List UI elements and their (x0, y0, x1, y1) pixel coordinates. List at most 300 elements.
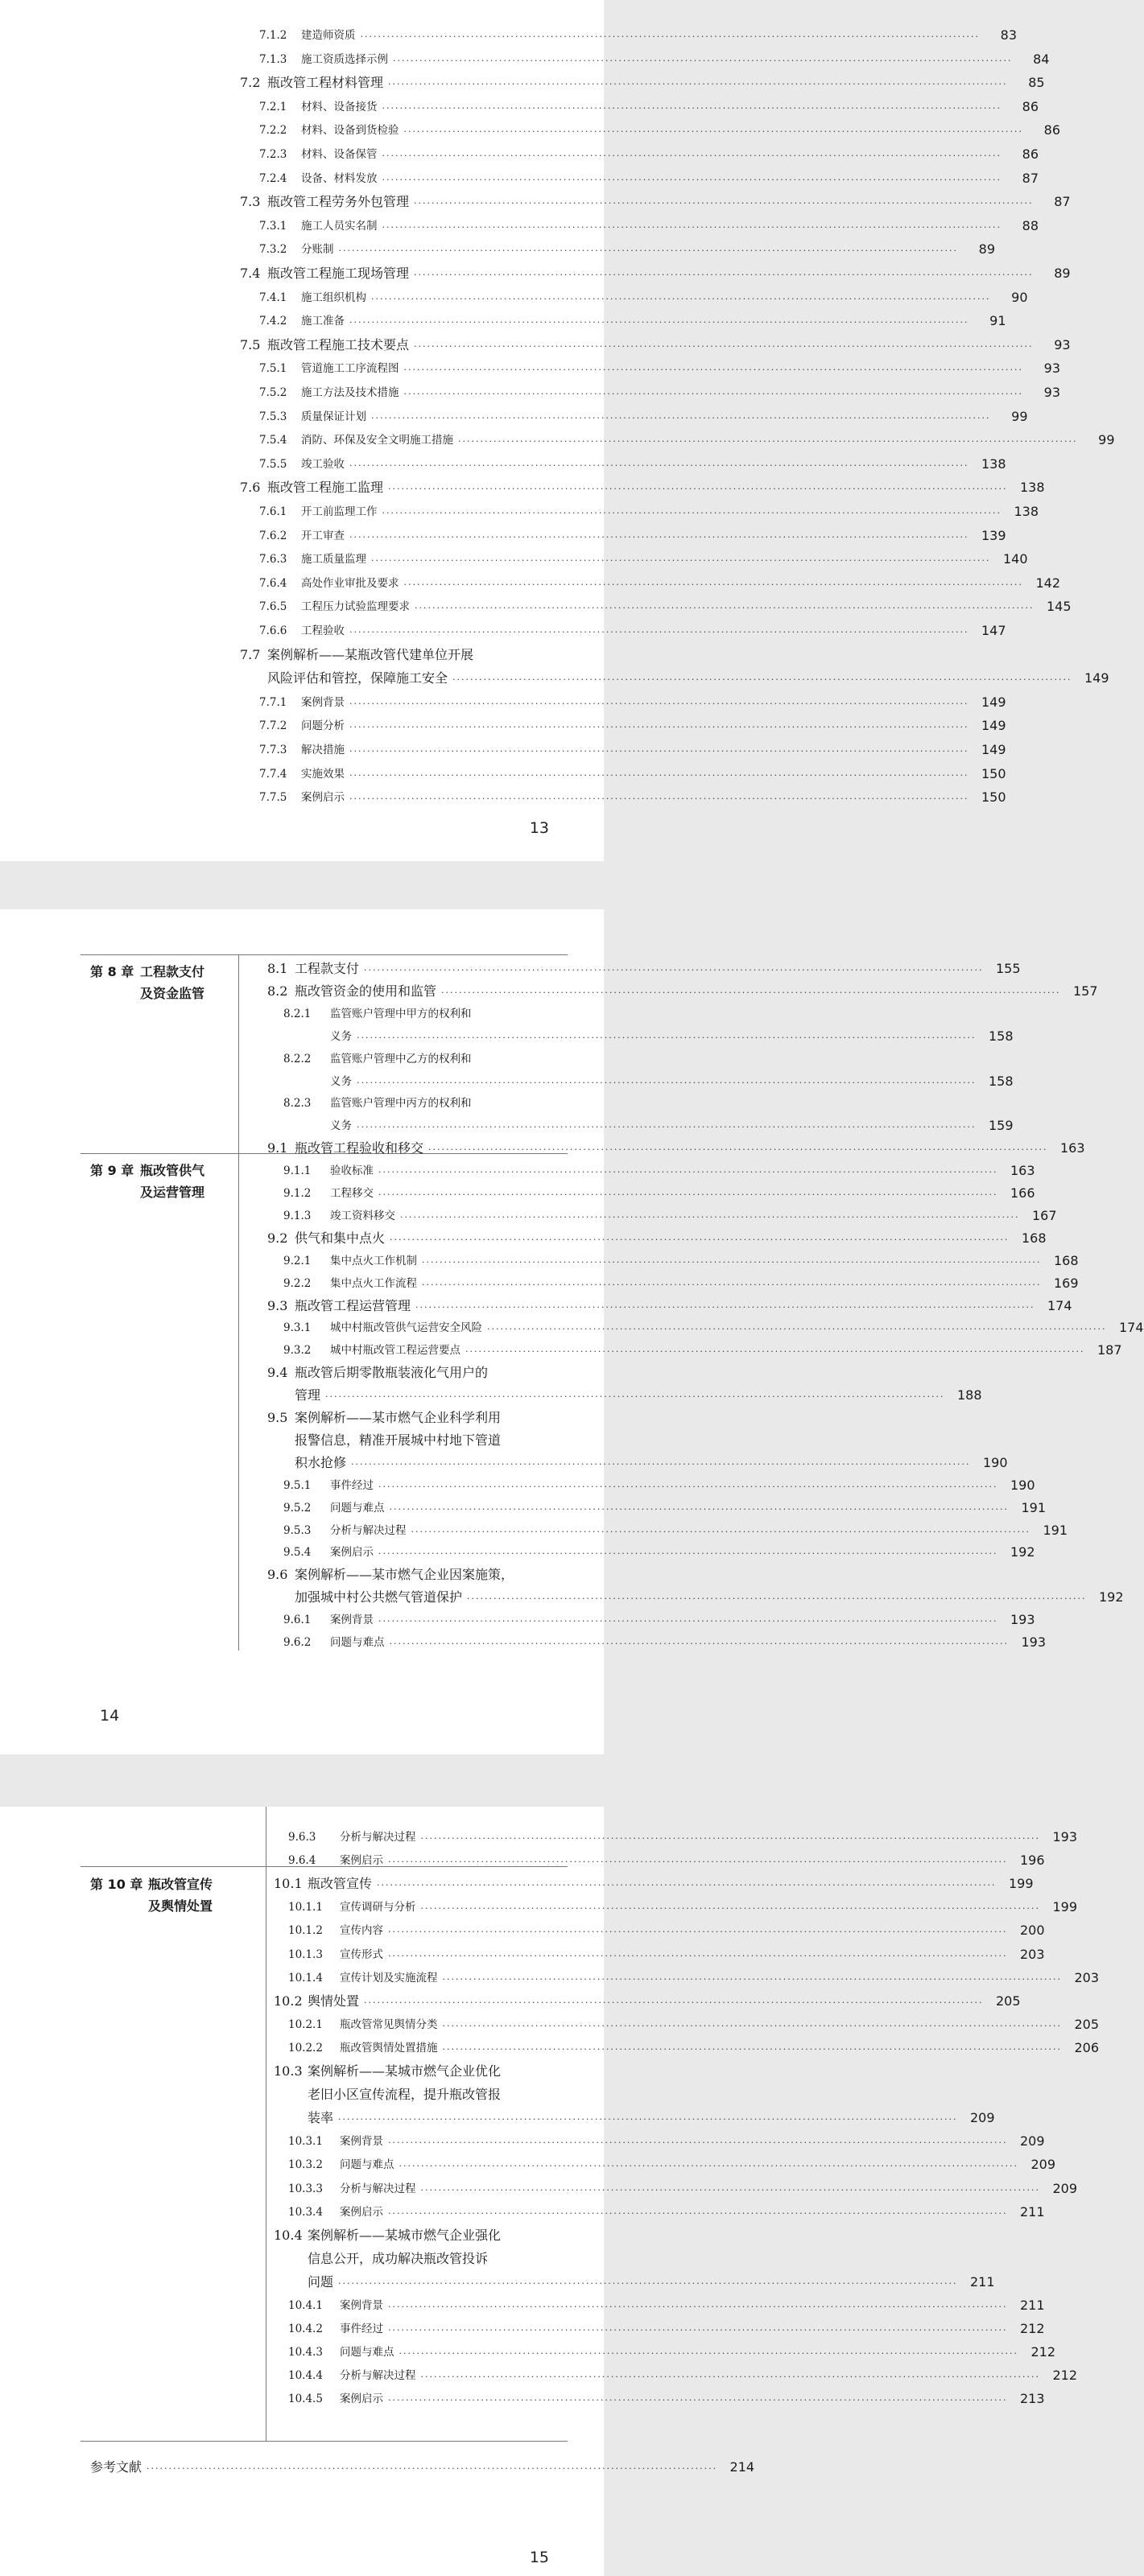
toc-entry-number: 10.1 (274, 1876, 303, 1892)
toc-entry-page: 87 (1022, 170, 1039, 186)
toc-entry-number: 7.4 (240, 266, 261, 281)
dot-leader: ············································································································································ (349, 317, 969, 328)
toc-entry-title: 瓶改管工程施工技术要点 (267, 336, 410, 352)
toc-entry-7-3[interactable] (240, 189, 1071, 210)
toc-entry-page: 168 (1053, 1252, 1079, 1268)
toc-entry-number: 10.3.2 (288, 2158, 323, 2172)
toc-entry-title: 建造师资质 (301, 29, 356, 42)
toc-entry-number: 10.4.2 (288, 2323, 323, 2336)
dot-leader: ············································································································································ (415, 603, 1035, 614)
toc-entry-8-2-2[interactable] (283, 1046, 570, 1067)
toc-entry-title: 工程款支付 (295, 961, 360, 976)
toc-entry-number: 10.3.1 (288, 2135, 323, 2149)
toc-entry-page: 191 (1021, 1499, 1047, 1515)
toc-entry-7-3-1[interactable] (259, 213, 1039, 234)
toc-entry-page: 187 (1097, 1342, 1122, 1358)
dot-leader: ············································································································································ (378, 1167, 998, 1178)
toc-entry-number: 10.2.1 (288, 2018, 323, 2031)
toc-entry-number: 10.4.3 (288, 2346, 323, 2360)
toc-entry-title: 问题与难点 (340, 2158, 394, 2172)
toc-entry-page: 203 (1019, 1946, 1045, 1962)
dot-leader: ············································································································································ (422, 1256, 1042, 1267)
dot-leader: ············································································································································ (349, 722, 969, 733)
toc-entry-number: 7.2.1 (259, 100, 287, 113)
toc-entry-number: 10.1.2 (288, 1924, 323, 1938)
toc-entry-number: 9.1 (267, 1140, 288, 1156)
page-14 (0, 909, 1144, 1754)
dot-leader: ············································································································································ (414, 270, 1034, 280)
toc-entry-number: 7.2.4 (259, 171, 287, 185)
toc-entry-page: 83 (1000, 27, 1018, 43)
toc-entry-number: 7.7.5 (259, 791, 287, 805)
toc-entry-title: 信息公开，成功解决瓶改管投诉 (308, 2250, 489, 2266)
toc-entry-page: 211 (1019, 2298, 1045, 2313)
toc-entry-10-2-1[interactable] (288, 2012, 1100, 2033)
toc-entry-page: 157 (1073, 983, 1098, 999)
toc-entry-continuation[interactable] (330, 1113, 1014, 1134)
dot-leader: ············································································································································ (338, 245, 959, 257)
toc-entry-10-2[interactable] (274, 1989, 1021, 2009)
toc-entry-10-1[interactable] (274, 1871, 1034, 1892)
toc-entry-page: 190 (983, 1454, 1008, 1470)
toc-entry-number: 7.3 (240, 194, 261, 210)
divider (81, 954, 568, 955)
toc-entry-9-5-2[interactable] (283, 1495, 1047, 1516)
references-entry[interactable]: 参考文献 ································································································································· 214 (90, 2459, 755, 2475)
toc-entry-number: 7.6.2 (259, 529, 287, 542)
toc-entry-title: 报警信息，精准开展城中村地下管道 (295, 1432, 502, 1448)
toc-entry-7-2-3[interactable] (259, 142, 1039, 163)
toc-entry-page: 174 (1118, 1320, 1144, 1336)
dot-leader: ············································································································································ (351, 1458, 971, 1469)
toc-entry-title: 质量保证计划 (301, 410, 366, 423)
toc-entry-number: 7.5.2 (259, 386, 287, 399)
toc-entry-9-5-3[interactable] (283, 1518, 1068, 1539)
toc-entry-page: 163 (1010, 1163, 1035, 1179)
dot-leader: ············································································································································ (349, 698, 969, 709)
toc-entry-8-2-1[interactable] (283, 1001, 570, 1022)
dot-leader: ············································································································································ (467, 1593, 1087, 1605)
toc-entry-9-5[interactable] (267, 1405, 570, 1426)
toc-entry-10-3-1[interactable] (288, 2129, 1045, 2149)
toc-entry-title: 装率 (308, 2110, 334, 2126)
toc-entry-number: 9.5.4 (283, 1546, 312, 1560)
toc-entry-9-3-1[interactable] (283, 1315, 1144, 1336)
toc-entry-continuation[interactable] (308, 2082, 570, 2103)
toc-entry-title: 宣传内容 (340, 1924, 383, 1938)
toc-entry-number: 7.6.4 (259, 576, 287, 590)
toc-entry-title: 城中村瓶改管工程运营要点 (330, 1344, 460, 1358)
toc-entry-number: 7.5 (240, 336, 261, 352)
toc-entry-page: 85 (1028, 75, 1045, 91)
toc-entry-9-1-1[interactable] (283, 1158, 1035, 1179)
toc-entry-7-5-4[interactable] (259, 427, 1115, 448)
dot-leader: ································································································································· (147, 2463, 718, 2474)
dot-leader: ············································································································································ (349, 460, 969, 471)
toc-entry-title: 消防、环保及安全文明施工措施 (301, 434, 453, 447)
toc-entry-page: 139 (981, 527, 1006, 543)
toc-entry-9-6[interactable] (267, 1562, 570, 1583)
toc-entry-page: 149 (981, 718, 1006, 734)
toc-entry-9-5-4[interactable] (283, 1539, 1035, 1560)
toc-entry-page: 149 (1084, 670, 1109, 686)
toc-entry-9-6-1[interactable] (283, 1607, 1035, 1628)
toc-entry-7-4-2[interactable] (259, 308, 1006, 329)
toc-entry-continuation[interactable] (308, 2246, 570, 2267)
toc-entry-title: 瓶改管工程施工现场管理 (267, 266, 410, 281)
toc-entry-page: 209 (1052, 2180, 1078, 2196)
toc-entry-10-1-4[interactable] (288, 1965, 1100, 1986)
toc-entry-title: 义务 (330, 1074, 352, 1088)
toc-entry-title: 瓶改管工程施工监理 (267, 480, 384, 496)
toc-entry-title: 实施效果 (301, 767, 345, 781)
toc-entry-page: 86 (1022, 146, 1039, 162)
toc-entry-10-4-2[interactable] (288, 2316, 1045, 2337)
toc-entry-number: 10.2 (274, 1993, 303, 2009)
toc-entry-page: 159 (988, 1118, 1014, 1134)
toc-entry-title: 验收标准 (330, 1164, 374, 1178)
toc-entry-7-6[interactable] (240, 475, 1045, 496)
toc-entry-number: 9.6.1 (283, 1614, 312, 1627)
dot-leader: ············································································································································ (399, 2161, 1019, 2172)
toc-entry-number: 7.4.2 (259, 315, 287, 328)
toc-entry-title: 工程验收 (301, 624, 345, 637)
toc-entry-title: 宣传计划及实施流程 (340, 1971, 438, 1985)
toc-entry-7-7-1[interactable] (259, 690, 1006, 711)
toc-entry-10-2-2[interactable] (288, 2035, 1100, 2056)
toc-entry-7-3-2[interactable] (259, 237, 996, 258)
toc-entry-title: 案例启示 (330, 1546, 374, 1560)
dot-leader: ············································································································································ (388, 2137, 1008, 2149)
toc-entry-title: 案例启示 (340, 2205, 383, 2219)
toc-entry-7-4-1[interactable] (259, 285, 1028, 306)
toc-entry-7-7-5[interactable] (259, 785, 1006, 806)
dot-leader: ············································································································································ (415, 1301, 1035, 1313)
toc-entry-page: 209 (1019, 2133, 1045, 2149)
toc-entry-title: 材料、设备到货检验 (301, 124, 399, 138)
toc-entry-9-1-3[interactable] (283, 1203, 1057, 1224)
toc-entry-10-4-1[interactable] (288, 2293, 1045, 2314)
toc-entry-page: 212 (1019, 2321, 1045, 2337)
dot-leader: ············································································································································ (349, 746, 969, 756)
toc-entry-7-2-2[interactable] (259, 117, 1061, 138)
toc-entry-page: 99 (1011, 408, 1028, 424)
page-number: 15 (529, 2549, 549, 2566)
toc-entry-number: 7.2.3 (259, 148, 287, 161)
toc-entry-10-4-3[interactable] (288, 2339, 1056, 2360)
toc-entry-page: 193 (1010, 1612, 1035, 1628)
toc-entry-page: 99 (1098, 432, 1115, 448)
toc-entry-continuation[interactable] (295, 1383, 982, 1403)
dot-leader: ············································································································································ (349, 769, 969, 781)
toc-entry-title: 供气和集中点火 (295, 1230, 386, 1246)
toc-entry-9-3[interactable] (267, 1293, 1072, 1314)
toc-entry-continuation[interactable] (308, 2269, 995, 2290)
dot-leader: ············································································································································ (388, 2325, 1008, 2336)
page-13 (0, 0, 1115, 861)
toc-entry-number: 7.6.5 (259, 600, 287, 614)
toc-entry-9-6-2[interactable] (283, 1630, 1047, 1651)
toc-entry-continuation[interactable] (295, 1450, 1008, 1471)
toc-entry-title: 案例启示 (340, 2393, 383, 2406)
toc-entry-title: 事件经过 (340, 2323, 383, 2336)
toc-entry-number: 7.7.2 (259, 719, 287, 733)
toc-entry-page: 140 (1002, 551, 1028, 567)
toc-entry-title: 案例解析——某市燃气企业科学利用 (295, 1410, 502, 1425)
toc-entry-9-2[interactable] (267, 1226, 1047, 1247)
toc-entry-page: 174 (1047, 1297, 1072, 1313)
toc-entry-title: 老旧小区宣传流程，提升瓶改管报 (308, 2087, 502, 2103)
page-number: 14 (100, 1707, 120, 1725)
toc-entry-9-5-1[interactable] (283, 1473, 1035, 1494)
divider (81, 2441, 568, 2442)
dot-leader: ············································································································································ (349, 793, 969, 805)
chapter-9-heading: 第 9 章 瓶改管供气 及运营管理 (90, 1163, 205, 1200)
toc-entry-page: 155 (996, 961, 1021, 976)
dot-leader: ············································································································································ (371, 412, 991, 423)
toc-entry-10-3[interactable] (274, 2059, 570, 2079)
dot-leader: ············································································································································ (378, 1189, 998, 1200)
toc-entry-continuation[interactable] (295, 1428, 570, 1449)
toc-entry-page: 138 (981, 455, 1006, 472)
toc-entry-7-6-1[interactable] (259, 499, 1039, 520)
toc-entry-title: 开工前监理工作 (301, 505, 378, 518)
toc-entry-7-6-5[interactable] (259, 594, 1072, 615)
toc-entry-page: 192 (1099, 1589, 1124, 1605)
toc-entry-page: 199 (1009, 1876, 1034, 1892)
dot-leader: ············································································································································ (382, 508, 1002, 518)
toc-entry-page: 138 (1020, 480, 1045, 496)
dot-leader: ············································································································································ (357, 1122, 977, 1133)
toc-entry-8-1[interactable] (267, 956, 1021, 977)
toc-entry-title: 案例解析——某城市燃气企业强化 (308, 2227, 502, 2243)
toc-entry-9-2-2[interactable] (283, 1271, 1079, 1292)
toc-entry-page: 84 (1033, 51, 1050, 67)
toc-entry-title: 瓶改管资金的使用和监管 (295, 983, 437, 999)
dot-leader: ············································································································································ (403, 365, 1024, 376)
toc-entry-7-5-3[interactable] (259, 404, 1028, 425)
toc-entry-number: 9.3.2 (283, 1344, 312, 1358)
dot-leader: ············································································································································ (389, 1503, 1010, 1515)
toc-entry-7-2-4[interactable] (259, 166, 1039, 187)
toc-entry-number: 9.3 (267, 1297, 288, 1313)
toc-entry-title: 瓶改管舆情处置措施 (340, 2041, 438, 2055)
toc-entry-page: 158 (988, 1073, 1014, 1089)
toc-entry-7-5[interactable] (240, 332, 1071, 353)
toc-entry-page: 167 (1031, 1207, 1057, 1223)
toc-entry-title: 设备、材料发放 (301, 171, 378, 185)
toc-entry-title: 解决措施 (301, 744, 345, 756)
toc-entry-number: 10.4.4 (288, 2369, 323, 2383)
toc-entry-title: 开工审查 (301, 529, 345, 542)
toc-entry-title: 施工组织机构 (301, 291, 366, 304)
toc-entry-title: 案例背景 (301, 695, 345, 709)
toc-entry-7-6-2[interactable] (259, 523, 1006, 544)
toc-entry-9-2-1[interactable] (283, 1248, 1079, 1269)
dot-leader: ············································································································································ (378, 1548, 998, 1560)
toc-entry-title: 问题与难点 (330, 1636, 385, 1649)
toc-entry-number: 9.1.1 (283, 1164, 312, 1178)
toc-entry-9-1[interactable] (267, 1136, 1085, 1156)
toc-entry-page: 169 (1053, 1275, 1079, 1291)
toc-entry-continuation[interactable] (295, 1585, 1124, 1605)
toc-entry-9-3-2[interactable] (283, 1337, 1122, 1358)
toc-entry-title: 集中点火工作流程 (330, 1276, 417, 1290)
toc-entry-number: 8.2.1 (283, 1007, 312, 1020)
toc-entry-page: 89 (978, 241, 996, 258)
toc-entry-9-4[interactable] (267, 1360, 570, 1381)
toc-entry-10-4-4[interactable] (288, 2363, 1078, 2384)
toc-entry-8-2-3[interactable] (283, 1090, 570, 1111)
toc-entry-title: 瓶改管工程运营管理 (295, 1297, 411, 1313)
dot-leader: ············································································································································ (411, 1526, 1031, 1537)
toc-entry-title: 城中村瓶改管供气运营安全风险 (330, 1321, 482, 1335)
toc-entry-title: 监管账户管理中乙方的权利和 (330, 1052, 472, 1065)
toc-entry-page: 205 (1074, 2016, 1100, 2032)
toc-entry-title: 施工准备 (301, 315, 345, 328)
toc-entry-page: 209 (1030, 2157, 1056, 2173)
toc-entry-title: 案例背景 (340, 2135, 383, 2149)
toc-entry-number: 10.4.5 (288, 2393, 323, 2406)
toc-entry-7-5-2[interactable] (259, 380, 1061, 401)
toc-entry-7-6-4[interactable] (259, 571, 1061, 591)
column-divider (238, 954, 239, 1651)
dot-leader: ············································································································································ (325, 1391, 945, 1403)
toc-entry-7-1-2[interactable] (259, 23, 1018, 43)
toc-entry-7-5-5[interactable] (259, 451, 1006, 472)
dot-leader: ············································································································································ (403, 126, 1024, 138)
dot-leader: ············································································································································ (414, 340, 1034, 352)
toc-entry-number: 10.3.4 (288, 2205, 323, 2219)
toc-entry-title: 材料、设备接货 (301, 100, 378, 113)
toc-entry-title: 瓶改管后期零散瓶装液化气用户的 (295, 1365, 489, 1381)
toc-entry-number: 9.6.2 (283, 1636, 312, 1649)
toc-entry-7-5-1[interactable] (259, 356, 1061, 377)
toc-entry-number: 7.7.3 (259, 744, 287, 756)
toc-entry-number: 7.5.5 (259, 457, 287, 471)
toc-entry-title: 材料、设备保管 (301, 148, 378, 161)
dot-leader: ············································································································································ (465, 1346, 1085, 1358)
toc-entry-10-1-3[interactable] (288, 1942, 1045, 1963)
toc-entry-number: 9.5 (267, 1410, 288, 1425)
toc-entry-title: 竣工验收 (301, 457, 345, 471)
dot-leader: ············································································································································ (420, 1903, 1041, 1914)
dot-leader: ············································································································································ (420, 2372, 1041, 2383)
toc-entry-number: 9.6.3 (288, 1831, 316, 1844)
toc-entry-title: 加强城中村公共燃气管道保护 (295, 1589, 463, 1605)
toc-entry-7-2[interactable] (240, 70, 1045, 91)
toc-entry-title: 竣工资料移交 (330, 1209, 395, 1222)
toc-entry-title: 案例解析——某城市燃气企业优化 (308, 2063, 502, 2079)
toc-entry-number: 8.2.2 (283, 1052, 312, 1065)
toc-entry-number: 9.5.2 (283, 1501, 312, 1515)
dot-leader: ············································································································································ (390, 1234, 1010, 1245)
toc-entry-10-4-5[interactable] (288, 2386, 1045, 2407)
toc-entry-title: 高处作业审批及要求 (301, 576, 399, 590)
toc-entry-7-7-4[interactable] (259, 761, 1006, 782)
toc-entry-title: 宣传调研与分析 (340, 1901, 416, 1914)
toc-entry-title: 工程移交 (330, 1187, 374, 1200)
toc-entry-9-6-4[interactable] (288, 1848, 1045, 1869)
toc-entry-page: 142 (1035, 575, 1061, 591)
dot-leader: ············································································································································ (458, 436, 1078, 447)
page-number: 13 (529, 819, 549, 837)
toc-entry-10-3-4[interactable] (288, 2199, 1045, 2220)
toc-entry-page: 168 (1022, 1230, 1047, 1246)
toc-entry-continuation[interactable] (267, 666, 1109, 686)
toc-entry-number: 10.3 (274, 2063, 303, 2079)
toc-entry-7-7-3[interactable] (259, 737, 1006, 758)
toc-entry-10-4[interactable] (274, 2223, 570, 2244)
toc-entry-page: 86 (1022, 98, 1039, 114)
dot-leader: ············································································································································ (388, 79, 1008, 90)
toc-entry-continuation[interactable] (330, 1069, 1014, 1090)
toc-entry-10-3-3[interactable] (288, 2176, 1078, 2197)
toc-entry-9-1-2[interactable] (283, 1181, 1035, 1201)
toc-entry-number: 7.2 (240, 75, 261, 91)
toc-entry-page: 193 (1052, 1829, 1078, 1844)
toc-entry-10-3-2[interactable] (288, 2152, 1056, 2173)
toc-entry-7-7-2[interactable] (259, 713, 1006, 734)
toc-entry-title: 问题 (308, 2273, 334, 2290)
toc-entry-continuation[interactable] (330, 1024, 1014, 1045)
toc-entry-9-6-3[interactable] (288, 1824, 1078, 1845)
toc-entry-title: 案例解析——某瓶改管代建单位开展 (267, 646, 474, 662)
dot-leader: ············································································································································ (403, 579, 1024, 590)
dot-leader: ············································································································································ (338, 2277, 958, 2289)
toc-entry-number: 10.1.3 (288, 1947, 323, 1961)
toc-entry-page: 90 (1011, 289, 1028, 305)
toc-entry-7-2-1[interactable] (259, 94, 1039, 115)
toc-entry-title: 舆情处置 (308, 1993, 360, 2009)
dot-leader: ············································································································································ (378, 1616, 998, 1627)
toc-entry-page: 212 (1030, 2344, 1056, 2360)
toc-entry-10-1-2[interactable] (288, 1918, 1045, 1939)
dot-leader: ············································································································································ (377, 1880, 997, 1891)
dot-leader: ············································································································································ (349, 627, 969, 637)
toc-entry-7-7[interactable] (240, 642, 570, 663)
dot-leader: ············································································································································ (388, 2207, 1008, 2219)
toc-entry-7-1-3[interactable] (259, 47, 1050, 68)
dot-leader: ············································································································································ (487, 1324, 1107, 1335)
dot-leader: ············································································································································ (357, 1077, 977, 1088)
toc-entry-7-6-6[interactable] (259, 618, 1006, 639)
toc-entry-title: 案例背景 (340, 2299, 383, 2312)
toc-entry-page: 213 (1019, 2391, 1045, 2407)
toc-entry-number: 7.5.1 (259, 362, 287, 376)
toc-entry-continuation[interactable] (308, 2105, 995, 2126)
toc-entry-title: 分账制 (301, 243, 334, 257)
dot-leader: ············································································································································ (441, 987, 1061, 998)
toc-entry-page: 150 (981, 789, 1006, 806)
toc-entry-7-4[interactable] (240, 261, 1071, 282)
dot-leader: ············································································································································ (403, 389, 1024, 399)
toc-entry-page: 193 (1021, 1634, 1047, 1650)
toc-entry-number: 10.4.1 (288, 2299, 323, 2312)
toc-entry-title: 施工方法及技术措施 (301, 386, 399, 399)
toc-entry-number: 8.1 (267, 961, 288, 976)
toc-entry-10-1-1[interactable] (288, 1894, 1078, 1915)
toc-entry-8-2[interactable] (267, 979, 1098, 999)
dot-leader: ············································································································································ (360, 31, 981, 42)
toc-entry-number: 9.2 (267, 1230, 288, 1246)
toc-entry-title: 管道施工工序流程图 (301, 362, 399, 376)
toc-entry-7-6-3[interactable] (259, 546, 1028, 567)
toc-entry-title: 瓶改管工程材料管理 (267, 75, 384, 91)
dot-leader: ············································································································································ (400, 1211, 1020, 1222)
toc-entry-number: 9.2.2 (283, 1276, 312, 1290)
toc-entry-title: 分析与解决过程 (340, 1831, 416, 1844)
